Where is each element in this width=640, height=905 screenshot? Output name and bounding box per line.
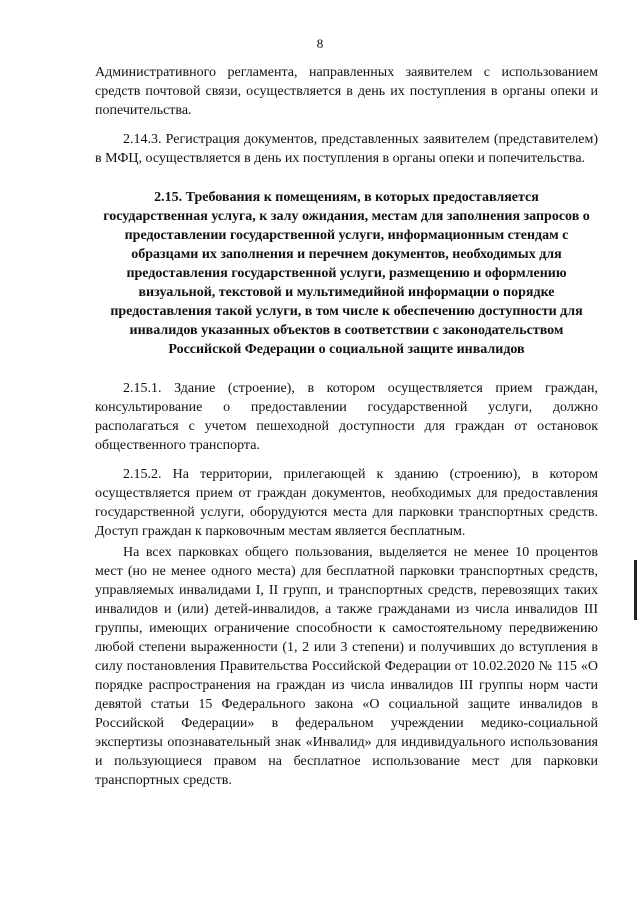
- scan-edge-mark: [634, 560, 637, 620]
- paragraph-2-14-3: 2.14.3. Регистрация документов, представленных заявителем (представителем) в МФЦ, осуществляется в день их поступления в органы опеки и попечительства.: [95, 132, 598, 166]
- section-heading-2-15: 2.15. Требования к помещениям, в которых предоставляется государственная услуга, к залу ожидания, местам для заполнения запросов о предоставлении государственной услуги, информационным стендам с образцами их заполнения и перечнем документов, необходимых для предоставления государственной услуги, размещению и оформлению визуальной, текстовой и мультимедийной информации о порядке предоставления такой услуги, в том числе к обеспечению доступности для инвалидов указанных объектов в соответствии с законодательством Российской Федерации о социальной защите инвалидов: [103, 190, 590, 357]
- paragraph-continuation: Административного регламента, направленных заявителем с использованием средств почтовой связи, осуществляется в день их поступления в органы опеки и попечительства.: [95, 65, 598, 118]
- paragraph-2-15-1: 2.15.1. Здание (строение), в котором осуществляется прием граждан, консультирование о предоставлении государственной услуги, должно располагаться с учетом пешеходной доступности для граждан от остановок общественного транспорта.: [95, 381, 598, 453]
- document-body: [95, 63, 598, 790]
- paragraph-parking-quota: На всех парковках общего пользования, выделяется не менее 10 процентов мест (но не менее одного места) для бесплатной парковки транспортных средств, управляемых инвалидами I, II групп, и транспортных средств, перевозящих таких инвалидов и (или) детей-инвалидов, а также гражданами из числа инвалидов III группы, имеющих ограничение способности к самостоятельному передвижению любой степени выраженности (1, 2 или 3 степени) и получивших до вступления в силу постановления Правительства Российской Федерации от 10.02.2020 № 115 «О порядке распространения на граждан из числа инвалидов III группы норм части девятой статьи 15 Федерального закона «О социальной защите инвалидов в Российской Федерации» в федеральном учреждении медико-социальной экспертизы опознавательный знак «Инвалид» для индивидуального использования и пользующиеся правом на бесплатное использование мест для парковки транспортных средств.: [95, 545, 598, 788]
- paragraph-2-15-2: 2.15.2. На территории, прилегающей к зданию (строению), в котором осуществляется прием от граждан документов, необходимых для предоставления государственной услуги, оборудуются места для парковки транспортных средств. Доступ граждан к парковочным местам является бесплатным.: [95, 467, 598, 539]
- page-number: 8: [316, 36, 324, 51]
